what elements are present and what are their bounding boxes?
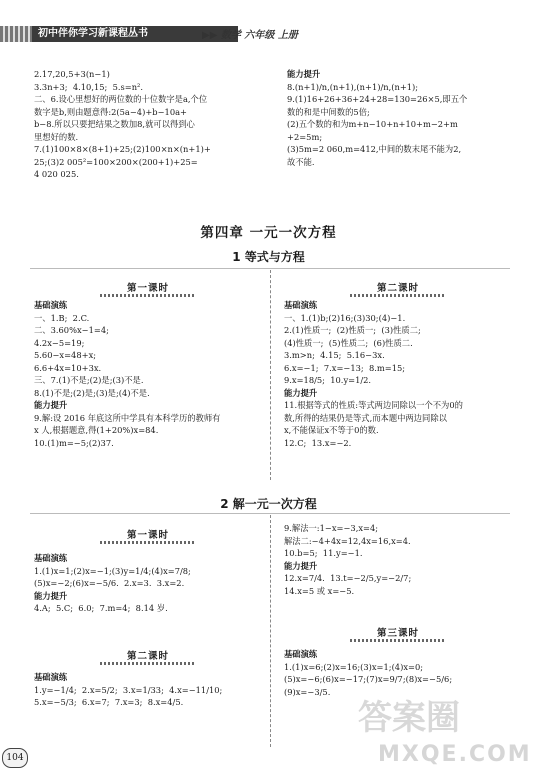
answer-line: (5)x=−6;(6)x=−17;(7)x=9/7;(8)x=−5/6; [284,674,453,684]
title-underline [350,294,446,297]
answer-line: 10.(1)m=−5;(2)37. [34,437,114,448]
subsection-heading: 能力提升 [34,590,68,601]
answer-line: 5.x=−5/3; 6.x=7; 7.x=3; 8.x=4/5. [34,697,184,707]
title-underline [100,662,196,665]
answer-line: 一、1.B; 2.C. [34,312,90,323]
answer-line: 9.x=18/5; 10.y=1/2. [284,375,372,385]
divider [30,268,510,269]
s2-left2-answers [34,668,266,706]
answer-line: 6.x=−1; 7.x=−13; 8.m=15; [284,362,406,373]
lesson-title: 第三课时 [376,628,419,639]
answer-line: 14.x=5 或 x=−5. [284,585,355,596]
subsection-heading: 基础演练 [284,649,318,659]
answer-line: (4)性质一; (5)性质二; (6)性质二. [284,337,413,348]
title-underline [100,294,196,297]
column-divider [270,270,271,480]
answer-line: (5)x=−2;(6)x=−5/6. 2.x=3. 3.x=2. [34,578,185,588]
answer-line: 9.(1)16+26+36+24+28=130=26×5,即五个 [287,94,468,104]
title-underline [350,639,446,642]
answer-line: 12.x=7/4. 13.t=−2/5,y=−2/7; [284,573,412,583]
answer-line: 9.解法一:1−x=−3,x=4; [284,523,379,533]
answer-line: 6.6+4x=10+3x. [34,362,102,373]
answer-line: x 人,根据题意,得(1+20%)x=84. [34,425,159,435]
subsection-heading: 能力提升 [284,387,318,398]
page-number: 104 [2,748,28,768]
watermark-logo: 答案圈 [358,698,460,738]
answer-line: 3.3n+3; 4.10,15; 5.s=n². [34,81,144,92]
lesson-title: 第二课时 [126,651,169,662]
s1-right-answers [284,299,516,449]
title-underline [100,541,196,544]
s2-left-answers [34,550,266,613]
answer-line: 故不能. [287,156,315,167]
section-1-title: 1 等式与方程 [232,250,305,264]
answer-line: 数的和是中间数的5倍; [287,106,370,117]
answer-line: 7.(1)100×8×(8+1)+25;(2)100×n×(n+1)+ [34,144,211,154]
answer-line: 2.(1)性质一; (2)性质一; (3)性质二; [284,325,421,335]
column-divider [270,515,271,747]
answer-line: 数字是b,则由题意得:2(5a−4)+b−10a+ [34,106,187,117]
answer-line: 数,所得的结果仍是等式,而本题中两边同除以 [284,412,447,423]
answer-line: 二、6.设心里想好的两位数的十位数字是a,个位 [34,94,208,104]
s2-right3-answers [284,645,516,695]
answer-line: 25;(3)2 005²=100×200×(200+1)+25= [34,156,198,167]
subsection-heading: 能力提升 [34,400,68,410]
answer-line: 8.(n+1)/n,(n+1),(n+1)/n,(n+1); [287,81,419,92]
watermark-url: MXQE.COM [378,742,532,767]
answer-line: 一、1.(1)b;(2)16;(3)30;(4)−1. [284,312,406,323]
lesson-title: 第一课时 [126,530,169,541]
answer-line: 4.A; 5.C; 6.0; 7.m=4; 8.14 岁. [34,603,168,613]
top-right-answers [287,68,517,168]
lesson-title: 第一课时 [126,283,169,294]
subsection-heading: 基础演练 [284,300,318,310]
answer-line: 2.17,20,5+3(n−1) [34,69,110,79]
subsection-heading: 能力提升 [284,560,318,571]
s1-left-answers [34,299,266,449]
answer-line: 4 020 025. [34,169,79,179]
answer-line: b−8.所以只要把结果之数加8,就可以得到心 [34,119,195,129]
answer-line: (3)5m=2 060,m=412,中间的数末尾不能为2, [287,144,462,154]
answer-line: 12.C; 13.x=−2. [284,437,352,448]
answer-line: 1.y=−1/4; 2.x=5/2; 3.x=1/33; 4.x=−11/10; [34,684,223,695]
chapter-title: 第四章 一元一次方程 [200,225,337,241]
answer-line: (9)x=−3/5. [284,686,331,697]
subsection-heading: 基础演练 [34,553,68,563]
lesson-title: 第二课时 [376,283,419,294]
answer-line: 4.2x−5=19; [34,337,85,348]
answer-line: 9.解:设 2016 年底这所中学具有本科学历的教师有 [34,412,221,423]
subject-line: ▶▶ 数学 六年级 上册 [202,30,298,41]
answer-line: 3.m>n; 4.15; 5.16−3x. [284,350,385,360]
s2-right-answers [284,520,516,595]
answer-line: 三、7.(1)不是;(2)是;(3)不是. [34,375,144,385]
top-left-answers [34,68,264,181]
subsection-heading: 基础演练 [34,300,68,310]
answer-line: 二、3.60%x−1=4; [34,325,109,335]
answer-line: x,不能保证x不等于0的数. [284,425,379,435]
answer-line: (2)五个数的和为m+n−10+n+10+m−2+m [287,119,458,129]
section-2-title: 2 解一元一次方程 [220,497,317,511]
answer-line: 里想好的数. [34,131,79,142]
subsection-heading: 能力提升 [287,69,321,79]
series-title: 初中伴你学习新课程丛书 [38,28,148,39]
subsection-heading: 基础演练 [34,672,68,682]
answer-line: +2=5m; [287,131,323,142]
answer-line: 5.60−x=48+x; [34,350,97,360]
answer-line: 解法二:−4+4x=12,4x=16,x=4. [284,535,411,546]
answer-line: 1.(1)x=6;(2)x=16;(3)x=1;(4)x=0; [284,661,424,672]
answer-line: 8.(1)不是;(2)是;(3)是;(4)不是. [34,387,150,398]
answer-line: 10.b=5; 11.y=−1. [284,548,363,558]
divider [30,513,510,514]
answer-line: 11.根据等式的性质:等式两边同除以一个不为0的 [284,400,463,410]
answer-line: 1.(1)x=1;(2)x=−1;(3)y=1/4;(4)x=7/8; [34,565,191,576]
